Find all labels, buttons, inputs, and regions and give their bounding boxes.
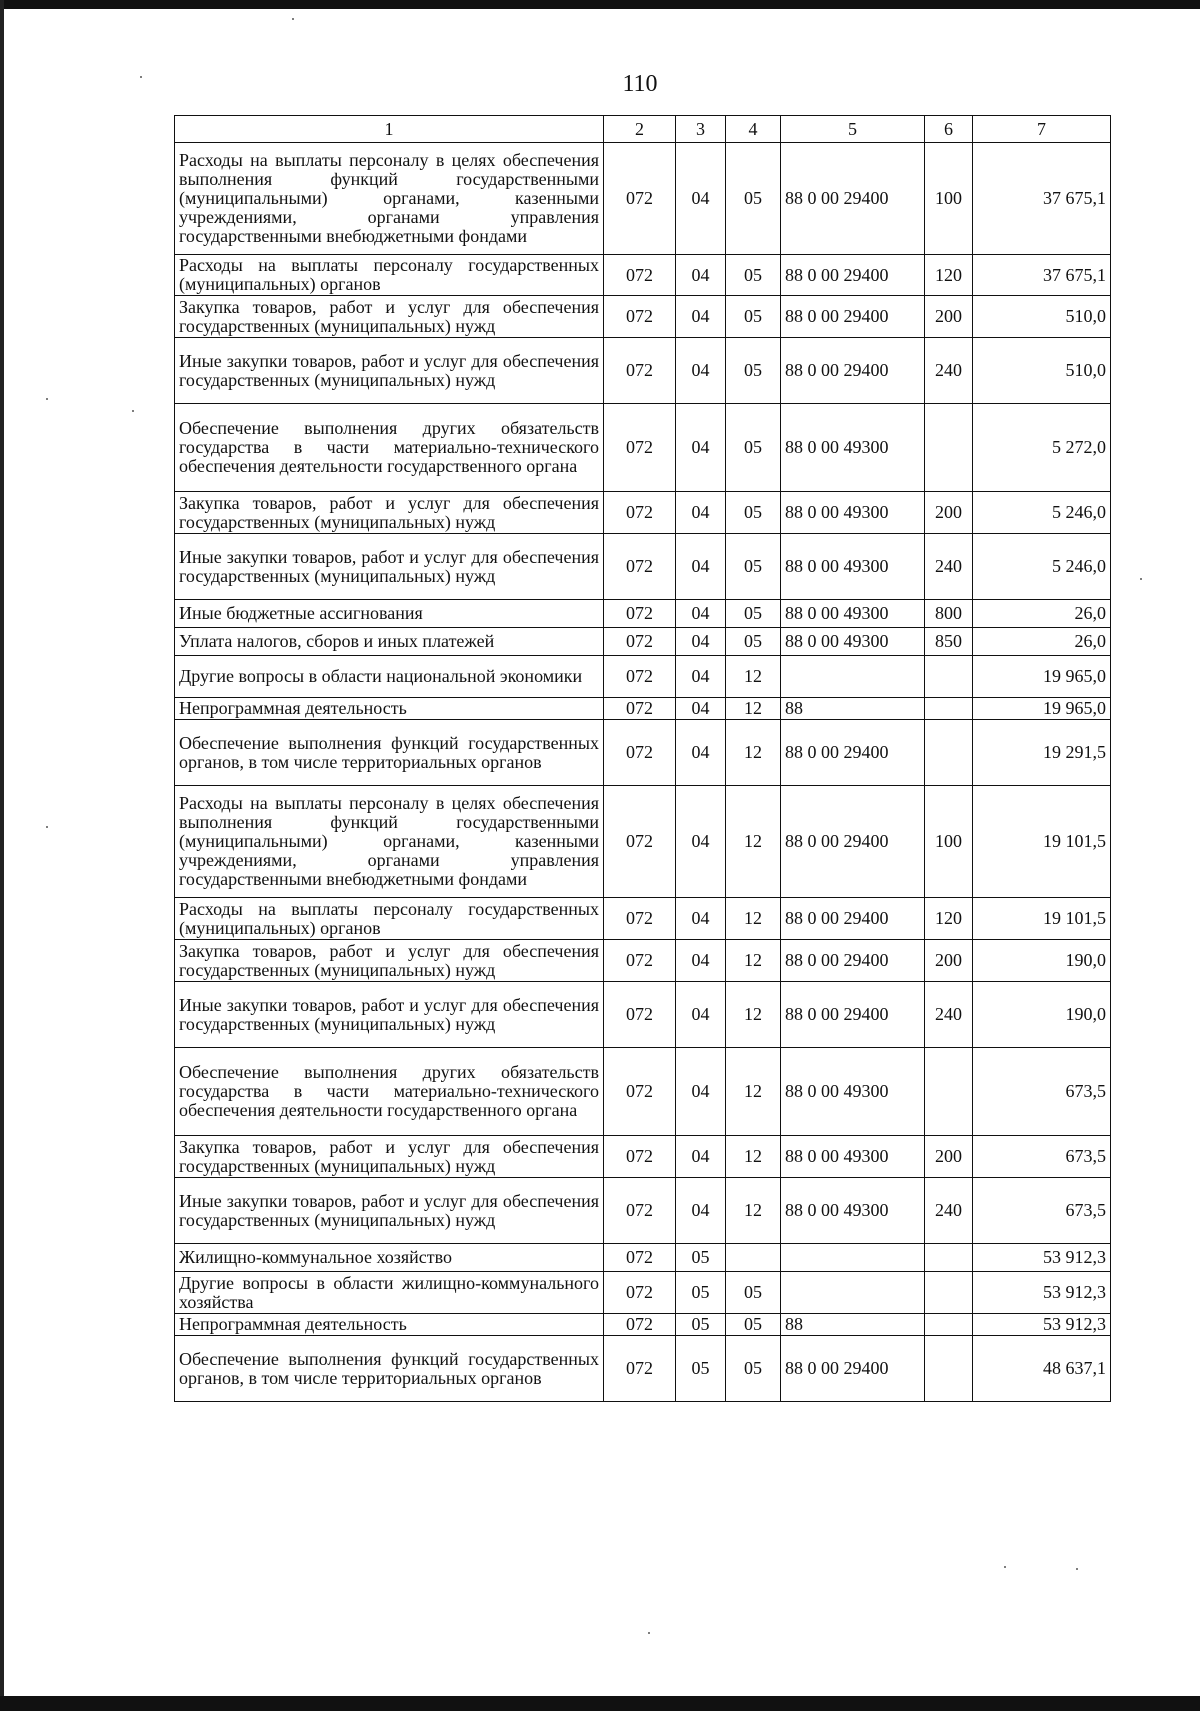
ministry-code-cell: 072 [604, 1336, 676, 1402]
section-code-cell: 05 [676, 1244, 726, 1272]
target-article-cell: 88 0 00 29400 [781, 898, 925, 940]
table-row [175, 600, 1111, 628]
target-article-cell: 88 [781, 1314, 925, 1336]
target-article-cell: 88 0 00 49300 [781, 492, 925, 534]
expense-name-cell: Иные закупки товаров, работ и услуг для обеспечения государственных (муниципальных) нужд [175, 534, 604, 600]
section-code-cell: 04 [676, 940, 726, 982]
expense-name-cell: Закупка товаров, работ и услуг для обеспечения государственных (муниципальных) нужд [175, 1136, 604, 1178]
expense-type-cell: 120 [925, 255, 973, 296]
target-article-cell: 88 0 00 29400 [781, 255, 925, 296]
expense-type-cell: 120 [925, 898, 973, 940]
table-row [175, 1314, 1111, 1336]
section-code-cell: 04 [676, 255, 726, 296]
expense-name-cell: Обеспечение выполнения других обязательств государства в части материально-технического обеспечения деятельности государственного органа [175, 404, 604, 492]
table-row [175, 656, 1111, 698]
expense-name-cell: Обеспечение выполнения функций государственных органов, в том числе территориальных органов [175, 1336, 604, 1402]
ministry-code-cell: 072 [604, 786, 676, 898]
ministry-code-cell: 072 [604, 600, 676, 628]
subsection-code-cell: 05 [726, 296, 781, 338]
target-article-cell: 88 0 00 49300 [781, 404, 925, 492]
ministry-code-cell: 072 [604, 628, 676, 656]
table-header [175, 116, 1111, 143]
expense-type-cell [925, 1244, 973, 1272]
scan-speck [46, 826, 48, 828]
expense-type-cell [925, 1272, 973, 1314]
subsection-code-cell: 05 [726, 1314, 781, 1336]
amount-cell: 5 272,0 [973, 404, 1111, 492]
amount-cell: 5 246,0 [973, 534, 1111, 600]
amount-cell: 53 912,3 [973, 1272, 1111, 1314]
amount-cell: 510,0 [973, 296, 1111, 338]
scan-speck [46, 398, 48, 400]
subsection-code-cell: 12 [726, 786, 781, 898]
section-code-cell: 04 [676, 600, 726, 628]
table-row [175, 338, 1111, 404]
column-header: 4 [726, 116, 781, 143]
target-article-cell: 88 0 00 29400 [781, 296, 925, 338]
expense-name-cell: Иные закупки товаров, работ и услуг для обеспечения государственных (муниципальных) нужд [175, 338, 604, 404]
expense-type-cell: 200 [925, 492, 973, 534]
column-header: 5 [781, 116, 925, 143]
budget-table [174, 115, 1111, 1402]
ministry-code-cell: 072 [604, 255, 676, 296]
subsection-code-cell: 12 [726, 1048, 781, 1136]
expense-type-cell [925, 698, 973, 720]
expense-name-cell: Уплата налогов, сборов и иных платежей [175, 628, 604, 656]
expense-name-cell: Расходы на выплаты персоналу в целях обеспечения выполнения функций государственными (муниципальными) органами, казенными учреждениями, органами управления государственными внебюджетными фондами [175, 143, 604, 255]
section-code-cell: 04 [676, 786, 726, 898]
ministry-code-cell: 072 [604, 143, 676, 255]
table-row [175, 492, 1111, 534]
header-row [175, 116, 1111, 143]
subsection-code-cell: 12 [726, 940, 781, 982]
target-article-cell: 88 0 00 29400 [781, 143, 925, 255]
amount-cell: 510,0 [973, 338, 1111, 404]
table-row [175, 534, 1111, 600]
target-article-cell: 88 0 00 49300 [781, 600, 925, 628]
target-article-cell: 88 0 00 29400 [781, 1336, 925, 1402]
amount-cell: 19 965,0 [973, 656, 1111, 698]
expense-type-cell: 850 [925, 628, 973, 656]
column-header: 2 [604, 116, 676, 143]
amount-cell: 53 912,3 [973, 1314, 1111, 1336]
table-row [175, 404, 1111, 492]
target-article-cell: 88 0 00 49300 [781, 1178, 925, 1244]
table-row [175, 940, 1111, 982]
ministry-code-cell: 072 [604, 1178, 676, 1244]
section-code-cell: 04 [676, 404, 726, 492]
expense-type-cell [925, 1314, 973, 1336]
amount-cell: 26,0 [973, 600, 1111, 628]
ministry-code-cell: 072 [604, 534, 676, 600]
subsection-code-cell: 12 [726, 982, 781, 1048]
section-code-cell: 04 [676, 898, 726, 940]
subsection-code-cell: 12 [726, 720, 781, 786]
expense-type-cell: 240 [925, 1178, 973, 1244]
expense-name-cell: Другие вопросы в области жилищно-коммунального хозяйства [175, 1272, 604, 1314]
subsection-code-cell: 12 [726, 1136, 781, 1178]
table-body [175, 143, 1111, 1402]
target-article-cell: 88 0 00 49300 [781, 1048, 925, 1136]
subsection-code-cell: 12 [726, 898, 781, 940]
amount-cell: 19 291,5 [973, 720, 1111, 786]
subsection-code-cell [726, 1244, 781, 1272]
scan-speck [648, 1632, 650, 1634]
table-row [175, 720, 1111, 786]
expense-type-cell: 200 [925, 296, 973, 338]
ministry-code-cell: 072 [604, 656, 676, 698]
section-code-cell: 04 [676, 534, 726, 600]
table-row [175, 143, 1111, 255]
table-row [175, 982, 1111, 1048]
expense-name-cell: Расходы на выплаты персоналу государственных (муниципальных) органов [175, 255, 604, 296]
ministry-code-cell: 072 [604, 1244, 676, 1272]
table-row [175, 628, 1111, 656]
amount-cell: 53 912,3 [973, 1244, 1111, 1272]
scan-border-left [0, 0, 4, 1711]
scan-speck [292, 18, 294, 20]
expense-type-cell: 240 [925, 338, 973, 404]
page-number: 110 [622, 71, 658, 97]
scan-speck [1140, 578, 1142, 580]
table-row [175, 786, 1111, 898]
table-row [175, 1178, 1111, 1244]
section-code-cell: 04 [676, 1136, 726, 1178]
expense-type-cell [925, 656, 973, 698]
table-row [175, 1272, 1111, 1314]
section-code-cell: 04 [676, 492, 726, 534]
ministry-code-cell: 072 [604, 720, 676, 786]
section-code-cell: 04 [676, 720, 726, 786]
table-row [175, 898, 1111, 940]
ministry-code-cell: 072 [604, 338, 676, 404]
expense-type-cell: 200 [925, 1136, 973, 1178]
table-row [175, 698, 1111, 720]
ministry-code-cell: 072 [604, 492, 676, 534]
ministry-code-cell: 072 [604, 296, 676, 338]
expense-name-cell: Расходы на выплаты персоналу в целях обеспечения выполнения функций государственными (муниципальными) органами, казенными учреждениями, органами управления государственными внебюджетными фондами [175, 786, 604, 898]
section-code-cell: 05 [676, 1272, 726, 1314]
target-article-cell: 88 0 00 29400 [781, 982, 925, 1048]
subsection-code-cell: 05 [726, 600, 781, 628]
expense-type-cell [925, 404, 973, 492]
expense-name-cell: Иные закупки товаров, работ и услуг для обеспечения государственных (муниципальных) нужд [175, 982, 604, 1048]
scan-border-top [0, 0, 1200, 9]
table-row [175, 1136, 1111, 1178]
expense-name-cell: Обеспечение выполнения функций государственных органов, в том числе территориальных органов [175, 720, 604, 786]
section-code-cell: 04 [676, 338, 726, 404]
target-article-cell [781, 656, 925, 698]
expense-type-cell: 240 [925, 982, 973, 1048]
scan-speck [1004, 1566, 1006, 1568]
amount-cell: 190,0 [973, 982, 1111, 1048]
subsection-code-cell: 05 [726, 628, 781, 656]
subsection-code-cell: 05 [726, 338, 781, 404]
subsection-code-cell: 05 [726, 1336, 781, 1402]
amount-cell: 673,5 [973, 1048, 1111, 1136]
section-code-cell: 04 [676, 1178, 726, 1244]
expense-name-cell: Закупка товаров, работ и услуг для обеспечения государственных (муниципальных) нужд [175, 940, 604, 982]
section-code-cell: 04 [676, 628, 726, 656]
column-header: 3 [676, 116, 726, 143]
scan-speck [132, 410, 134, 412]
expense-type-cell: 200 [925, 940, 973, 982]
expense-type-cell: 800 [925, 600, 973, 628]
ministry-code-cell: 072 [604, 898, 676, 940]
column-header: 7 [973, 116, 1111, 143]
expense-type-cell [925, 1048, 973, 1136]
amount-cell: 19 101,5 [973, 898, 1111, 940]
amount-cell: 5 246,0 [973, 492, 1111, 534]
target-article-cell: 88 0 00 49300 [781, 1136, 925, 1178]
scan-border-bottom [0, 1696, 1200, 1711]
ministry-code-cell: 072 [604, 1314, 676, 1336]
section-code-cell: 04 [676, 296, 726, 338]
expense-type-cell: 100 [925, 143, 973, 255]
expense-name-cell: Закупка товаров, работ и услуг для обеспечения государственных (муниципальных) нужд [175, 492, 604, 534]
ministry-code-cell: 072 [604, 1136, 676, 1178]
ministry-code-cell: 072 [604, 698, 676, 720]
scan-speck [1076, 1568, 1078, 1570]
ministry-code-cell: 072 [604, 404, 676, 492]
expense-type-cell [925, 1336, 973, 1402]
section-code-cell: 05 [676, 1314, 726, 1336]
subsection-code-cell: 12 [726, 698, 781, 720]
table-row [175, 1244, 1111, 1272]
expense-name-cell: Обеспечение выполнения других обязательств государства в части материально-технического обеспечения деятельности государственного органа [175, 1048, 604, 1136]
section-code-cell: 04 [676, 656, 726, 698]
section-code-cell: 04 [676, 143, 726, 255]
table-row [175, 1336, 1111, 1402]
section-code-cell: 04 [676, 982, 726, 1048]
subsection-code-cell: 05 [726, 255, 781, 296]
amount-cell: 37 675,1 [973, 143, 1111, 255]
target-article-cell: 88 0 00 29400 [781, 940, 925, 982]
section-code-cell: 04 [676, 698, 726, 720]
expense-name-cell: Иные бюджетные ассигнования [175, 600, 604, 628]
expense-type-cell: 240 [925, 534, 973, 600]
ministry-code-cell: 072 [604, 940, 676, 982]
table-row [175, 255, 1111, 296]
ministry-code-cell: 072 [604, 1272, 676, 1314]
subsection-code-cell: 05 [726, 143, 781, 255]
expense-name-cell: Иные закупки товаров, работ и услуг для обеспечения государственных (муниципальных) нужд [175, 1178, 604, 1244]
section-code-cell: 04 [676, 1048, 726, 1136]
subsection-code-cell: 05 [726, 404, 781, 492]
expense-name-cell: Жилищно-коммунальное хозяйство [175, 1244, 604, 1272]
subsection-code-cell: 12 [726, 656, 781, 698]
expense-name-cell: Другие вопросы в области национальной экономики [175, 656, 604, 698]
subsection-code-cell: 05 [726, 492, 781, 534]
amount-cell: 48 637,1 [973, 1336, 1111, 1402]
amount-cell: 673,5 [973, 1136, 1111, 1178]
amount-cell: 26,0 [973, 628, 1111, 656]
column-header: 6 [925, 116, 973, 143]
target-article-cell: 88 0 00 49300 [781, 534, 925, 600]
column-header: 1 [175, 116, 604, 143]
amount-cell: 673,5 [973, 1178, 1111, 1244]
subsection-code-cell: 12 [726, 1178, 781, 1244]
amount-cell: 19 101,5 [973, 786, 1111, 898]
expense-name-cell: Непрограммная деятельность [175, 698, 604, 720]
table-row [175, 1048, 1111, 1136]
expense-name-cell: Расходы на выплаты персоналу государственных (муниципальных) органов [175, 898, 604, 940]
ministry-code-cell: 072 [604, 1048, 676, 1136]
amount-cell: 190,0 [973, 940, 1111, 982]
subsection-code-cell: 05 [726, 534, 781, 600]
expense-type-cell: 100 [925, 786, 973, 898]
target-article-cell: 88 0 00 29400 [781, 786, 925, 898]
target-article-cell: 88 0 00 49300 [781, 628, 925, 656]
target-article-cell [781, 1244, 925, 1272]
amount-cell: 19 965,0 [973, 698, 1111, 720]
amount-cell: 37 675,1 [973, 255, 1111, 296]
subsection-code-cell: 05 [726, 1272, 781, 1314]
target-article-cell: 88 0 00 29400 [781, 338, 925, 404]
expense-name-cell: Закупка товаров, работ и услуг для обеспечения государственных (муниципальных) нужд [175, 296, 604, 338]
expense-name-cell: Непрограммная деятельность [175, 1314, 604, 1336]
target-article-cell: 88 [781, 698, 925, 720]
expense-type-cell [925, 720, 973, 786]
section-code-cell: 05 [676, 1336, 726, 1402]
target-article-cell: 88 0 00 29400 [781, 720, 925, 786]
target-article-cell [781, 1272, 925, 1314]
table-row [175, 296, 1111, 338]
ministry-code-cell: 072 [604, 982, 676, 1048]
